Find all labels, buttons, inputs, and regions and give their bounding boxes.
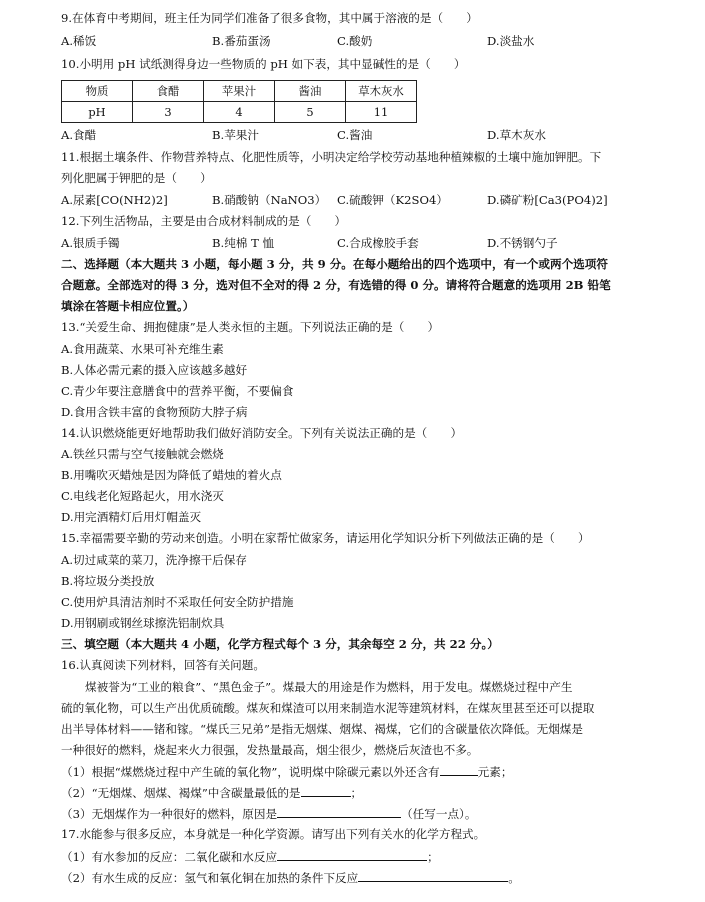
q16-passage-line: 出半导体材料——锗和镓。“煤氏三兄弟”是指无烟煤、烟煤、褐煤，它们的含碳量依次降低。无烟煤是	[61, 722, 583, 736]
q10-option-c: C.酱油	[337, 128, 373, 142]
q17-subquestion-2	[61, 869, 520, 886]
q13-stem: 13.“关爱生命、拥抱健康”是人类永恒的主题。下列说法正确的是（ ）	[61, 320, 440, 334]
q16-passage-line: 一种很好的燃料，烧起来火力很强，发热量最高，烟尘很少，燃烧后灰渣也不多。	[61, 743, 479, 757]
q17-subquestion-2-suffix: 。	[508, 871, 520, 885]
answer-blank[interactable]	[301, 784, 351, 797]
q16-subquestion-3-text: （3）无烟煤作为一种很好的燃料，原因是	[61, 807, 278, 821]
q16-passage-line: 煤被誉为“工业的粮食”、“黑色金子”。煤最大的用途是作为燃料，用于发电。煤燃烧过程中产生	[85, 680, 573, 694]
q17-stem: 17.水能参与很多反应，本身就是一种化学资源。请写出下列有关水的化学方程式。	[61, 827, 486, 841]
q13-option-b: B.人体必需元素的摄入应该越多越好	[61, 363, 248, 377]
q16-subquestion-2-suffix: ；	[350, 786, 363, 800]
q16-subquestion-2	[61, 784, 362, 801]
ph-table-header-cell: 草木灰水	[346, 81, 417, 102]
q12-stem: 12.下列生活物品，主要是由合成材料制成的是（ ）	[61, 214, 347, 228]
q11-option-b: B.硝酸钠（NaNO3）	[212, 193, 327, 207]
q12-option-b: B.纯棉 T 恤	[212, 236, 275, 250]
q9-option-b: B.番茄蛋汤	[212, 34, 271, 48]
q16-stem: 16.认真阅读下列材料，回答有关问题。	[61, 658, 265, 672]
ph-table-header-row	[62, 81, 417, 102]
ph-table-header-cell: 物质	[62, 81, 133, 102]
ph-table-header-cell: 食醋	[133, 81, 204, 102]
q16-subquestion-1-text: （1）根据“煤燃烧过程中产生硫的氧化物”，说明煤中除碳元素以外还含有	[61, 765, 440, 779]
q16-subquestion-1	[61, 763, 512, 780]
q9-option-c: C.酸奶	[337, 34, 373, 48]
q11-stem-line2: 列化肥属于钾肥的是（ ）	[61, 171, 212, 185]
q13-option-a: A.食用蔬菜、水果可补充维生素	[61, 342, 224, 356]
ph-table-cell: 3	[133, 102, 204, 123]
q14-option-a: A.铁丝只需与空气接触就会燃烧	[61, 447, 224, 461]
ph-table-cell: pH	[62, 102, 133, 123]
ph-table-cell: 11	[346, 102, 417, 123]
q10-option-a: A.食醋	[61, 128, 97, 142]
q15-option-a: A.切过咸菜的菜刀，洗净擦干后保存	[61, 553, 247, 567]
answer-blank[interactable]	[277, 848, 427, 861]
q14-stem: 14.认识燃烧能更好地帮助我们做好消防安全。下列有关说法正确的是（ ）	[61, 426, 463, 440]
section2-heading-line1: 二、选择题（本大题共 3 小题，每小题 3 分，共 9 分。在每小题给出的四个选项中，有一个或两个选项符	[61, 257, 608, 271]
answer-blank[interactable]	[358, 869, 508, 882]
q16-subquestion-2-text: （2）“无烟煤、烟煤、褐煤”中含碳量最低的是	[61, 786, 301, 800]
q14-option-d: D.用完酒精灯后用灯帽盖灭	[61, 510, 202, 524]
q11-option-a: A.尿素[CO(NH2)2]	[61, 193, 168, 207]
q9-stem: 9.在体育中考期间，班主任为同学们准备了很多食物，其中属于溶液的是（ ）	[61, 11, 478, 25]
q9-option-d: D.淡盐水	[487, 34, 535, 48]
section2-heading-line2: 合题意。全部选对的得 3 分，选对但不全对的得 2 分，有选错的得 0 分。请将符合题意的选项用 2B 铅笔	[61, 278, 611, 292]
ph-table-cell: 5	[275, 102, 346, 123]
q17-subquestion-2-text: （2）有水生成的反应：氢气和氧化铜在加热的条件下反应	[61, 871, 359, 885]
q9-option-a: A.稀饭	[61, 34, 97, 48]
q17-subquestion-1-suffix: ；	[427, 850, 439, 864]
q11-option-d: D.磷矿粉[Ca3(PO4)2]	[487, 193, 608, 207]
answer-blank[interactable]	[440, 763, 478, 776]
q13-option-c: C.青少年要注意膳食中的营养平衡，不要偏食	[61, 384, 294, 398]
q10-option-d: D.草木灰水	[487, 128, 546, 142]
section2-heading-line3: 填涂在答题卡相应位置。）	[61, 299, 195, 313]
ph-table-header-cell: 苹果汁	[204, 81, 275, 102]
q17-subquestion-1-text: （1）有水参加的反应：二氧化碳和水反应	[61, 850, 278, 864]
q13-option-d: D.食用含铁丰富的食物预防大脖子病	[61, 405, 248, 419]
q15-option-b: B.将垃圾分类投放	[61, 574, 155, 588]
q10-option-b: B.苹果汁	[212, 128, 259, 142]
q11-stem-line1: 11.根据土壤条件、作物营养特点、化肥性质等，小明决定给学校劳动基地种植辣椒的土壤中施加钾肥。下	[61, 150, 602, 164]
q15-stem: 15.幸福需要辛勤的劳动来创造。小明在家帮忙做家务，请运用化学知识分析下列做法正确的是（ ）	[61, 531, 590, 545]
ph-table-header-cell: 酱油	[275, 81, 346, 102]
q14-option-c: C.电线老化短路起火，用水浇灭	[61, 489, 224, 503]
q10-stem: 10.小明用 pH 试纸测得身边一些物质的 pH 如下表，其中显碱性的是（ ）	[61, 57, 466, 71]
q17-subquestion-1	[61, 848, 439, 865]
q15-option-d: D.用钢刷或钢丝球擦洗铝制炊具	[61, 616, 225, 630]
section3-heading: 三、填空题（本大题共 4 小题，化学方程式每个 3 分，其余每空 2 分，共 22 分。）	[61, 637, 499, 651]
ph-table	[61, 80, 417, 123]
q14-option-b: B.用嘴吹灭蜡烛是因为降低了蜡烛的着火点	[61, 468, 282, 482]
ph-table-value-row	[62, 102, 417, 123]
q16-subquestion-1-suffix: 元素；	[477, 765, 513, 779]
q11-option-c: C.硫酸钾（K2SO4）	[337, 193, 448, 207]
q12-option-a: A.银质手镯	[61, 236, 120, 250]
q16-subquestion-3	[61, 805, 476, 822]
q15-option-c: C.使用炉具清洁剂时不采取任何安全防护措施	[61, 595, 294, 609]
answer-blank[interactable]	[277, 805, 401, 818]
ph-table-cell: 4	[204, 102, 275, 123]
q12-option-c: C.合成橡胶手套	[337, 236, 419, 250]
q16-passage-line: 硫的氧化物，可以生产出优质硫酸。煤灰和煤渣可以用来制造水泥等建筑材料，在煤灰里甚至还可以提取	[61, 701, 595, 715]
q12-option-d: D.不锈钢勺子	[487, 236, 558, 250]
q16-subquestion-3-suffix: （任写一点）。	[401, 807, 477, 821]
